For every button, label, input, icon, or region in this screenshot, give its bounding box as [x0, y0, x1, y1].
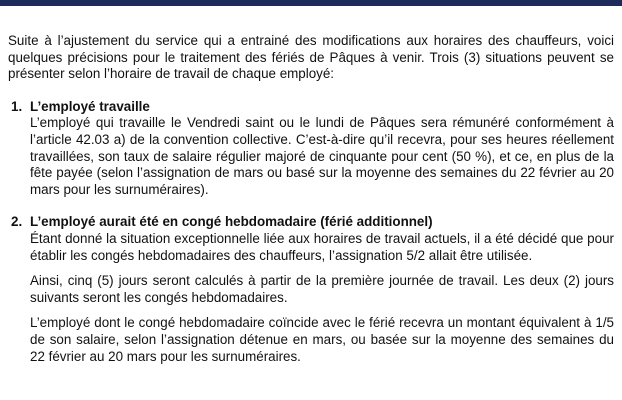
section-paragraph: Étant donné la situation exceptionnelle liée aux horaires de travail actuels, il a été décidé que pour établir les congés hebdomadaires des chauffeurs, l’assignation 5/2 allait être utilisée. [30, 230, 614, 263]
document-header-bar [0, 0, 622, 6]
section-paragraph: Ainsi, cinq (5) jours seront calculés à partir de la première journée de travail. Les deux (2) jours suivants seront les congés hebdomadaires. [30, 273, 614, 305]
document-body [8, 33, 614, 365]
section-heading: L’employé travaille [30, 98, 150, 114]
section-paragraph: L’employé qui travaille le Vendredi saint ou le lundi de Pâques sera rémunéré conformément à l’article 42.03 a) de la convention collective. C’est-à-dire qu’il recevra, pour ses heures réellement travaillées, son taux de salaire régulier majoré de cinquante pour cent (50 %), et ce, en plus de la fête payée (selon l’assignation de mars ou basé sur la moyenne des semaines du 22 février au 20 mars pour les surnuméraires). [30, 115, 614, 197]
section-paragraph: L’employé dont le congé hebdomadaire coïncide avec le férié recevra un montant équivalent à 1/5 de son salaire, selon l’assignation détenue en mars, ou basée sur la moyenne des semaines du 22 février au 20 mars pour les surnuméraires. [30, 315, 614, 364]
section-2 [8, 214, 614, 365]
section-number: 2. [11, 214, 23, 230]
section-heading: L’employé aurait été en congé hebdomadaire (férié additionnel) [30, 214, 433, 230]
intro-paragraph: Suite à l’ajustement du service qui a entrainé des modifications aux horaires des chauffeurs, voici quelques précisions pour le traitement des fériés de Pâques à venir. Trois (3) situations peuvent se présenter selon l’horaire de travail de chaque employé: [8, 33, 614, 82]
section-1 [8, 99, 614, 199]
section-number: 1. [11, 98, 23, 114]
